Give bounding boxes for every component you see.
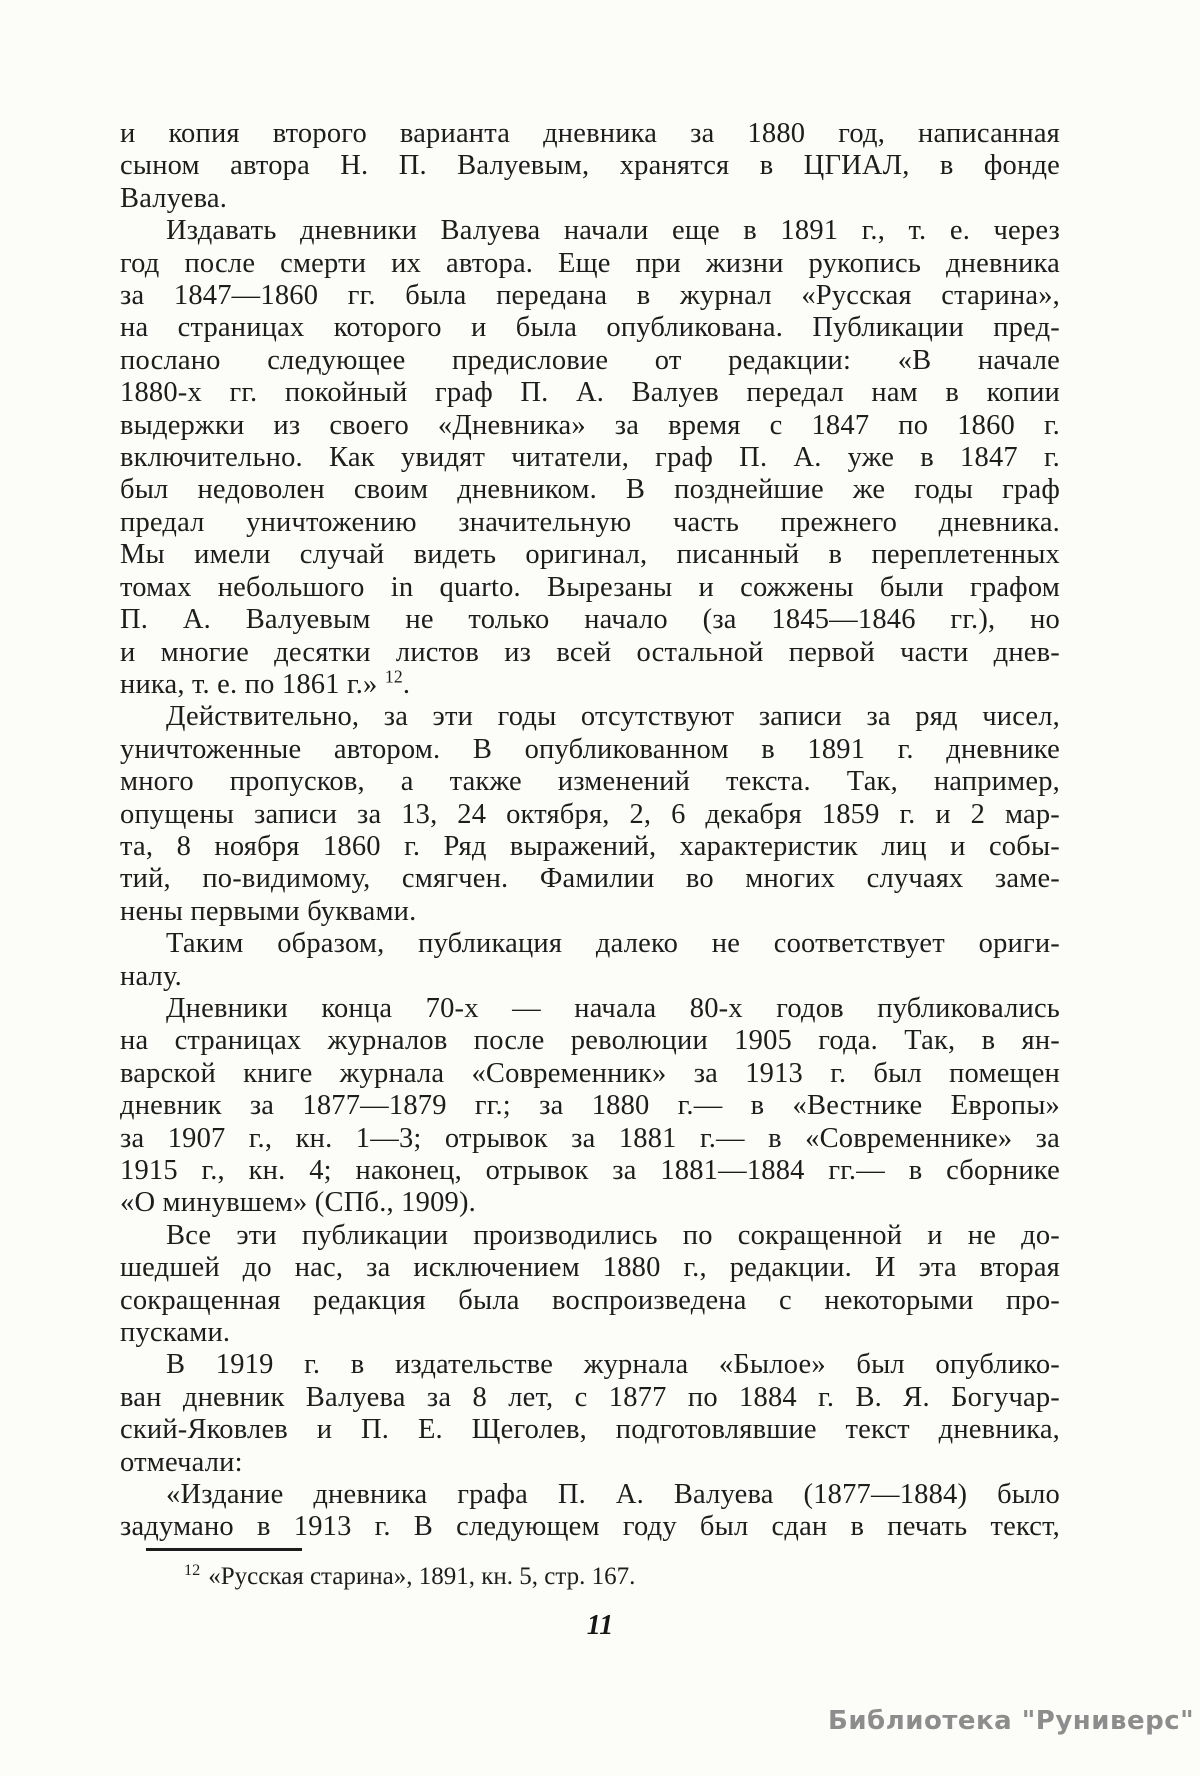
text-line: Валуева. [120, 182, 228, 214]
text-line: П. А. Валуевым не только начало (за 1845—1846 гг.), но [120, 604, 1060, 636]
text-line: предал уничтожению значительную часть прежнего дневника. [120, 506, 1060, 538]
text-line: задумано в 1913 г. В следующем году был сдан в печать текст, [120, 1511, 1060, 1543]
footnote [120, 1562, 1060, 1592]
text-line: 1880-х гг. покойный граф П. А. Валуев передал нам в копии [120, 377, 1060, 409]
text-line: много пропусков, а также изменений текста. Так, например, [120, 766, 1060, 798]
text-line: ский-Яковлев и П. Е. Щеголев, подготовлявшие текст дневника, [120, 1414, 1060, 1446]
text-line: ника, т. е. по 1861 г.» $^{12}$. [120, 666, 411, 700]
text-line: на страницах которого и была опубликована. Публикации пред- [120, 312, 1060, 344]
text-line: послано следующее предисловие от редакции: «В начале [120, 344, 1060, 376]
text-line: Таким образом, публикация далеко не соответствует ориги- [166, 928, 1060, 960]
text-line: за 1907 г., кн. 1—3; отрывок за 1881 г.— в «Современнике» за [120, 1122, 1060, 1154]
text-line: год после смерти их автора. Еще при жизни рукопись дневника [120, 247, 1060, 279]
text-line: опущены записи за 13, 24 октября, 2, 6 декабря 1859 г. и 2 мар- [120, 798, 1060, 830]
text-line: налу. [120, 960, 182, 992]
footnote-ref: 12 [384, 666, 403, 687]
text-line: та, 8 ноября 1860 г. Ряд выражений, характеристик лиц и собы- [120, 830, 1060, 862]
footnote-text: «Русская старина», 1891, кн. 5, стр. 167. [208, 1563, 636, 1590]
page-number: 11 [586, 1610, 614, 1641]
text-line: сыном автора Н. П. Валуевым, хранятся в ЦГИАЛ, в фонде [120, 150, 1060, 182]
text-line: Действительно, за эти годы отсутствуют записи за ряд чисел, [166, 701, 1060, 733]
text-line: томах небольшого in quarto. Вырезаны и сожжены были графом [120, 571, 1060, 603]
text-line: варской книге журнала «Современник» за 1913 г. был помещен [120, 1057, 1060, 1089]
text-line: и копия второго варианта дневника за 1880 год, написанная [120, 118, 1060, 149]
footnote-marker: 12 [184, 1560, 201, 1579]
text-line: выдержки из своего «Дневника» за время с 1847 по 1860 г. [120, 409, 1060, 441]
text-line: «О минувшем» (СПб., 1909). [120, 1187, 476, 1219]
text-line: В 1919 г. в издательстве журнала «Былое» был опублико- [166, 1349, 1060, 1381]
text-line: за 1847—1860 гг. была передана в журнал «Русская старина», [120, 280, 1060, 312]
footnote-separator [146, 1548, 302, 1551]
text-line: «Издание дневника графа П. А. Валуева (1877—1884) было [166, 1479, 1060, 1511]
text-line: Мы имели случай видеть оригинал, писанный в переплетенных [120, 539, 1060, 571]
text-line: отмечали: [120, 1446, 243, 1478]
text-line: сокращенная редакция была воспроизведена с некоторыми про- [120, 1284, 1060, 1316]
text-line: Издавать дневники Валуева начали еще в 1891 г., т. е. через [166, 215, 1060, 247]
text-line: и многие десятки листов из всей остальной первой части днев- [120, 636, 1060, 668]
text-line: ван дневник Валуева за 8 лет, с 1877 по 1884 г. В. Я. Богучар- [120, 1381, 1060, 1413]
page-text-block [120, 118, 1060, 1544]
text-line: Дневники конца 70-х — начала 80-х годов публиковались [166, 992, 1060, 1024]
text-line: уничтоженные автором. В опубликованном в 1891 г. дневнике [120, 733, 1060, 765]
text-line: включительно. Как увидят читатели, граф П. А. уже в 1847 г. [120, 442, 1060, 474]
text-line: был недоволен своим дневником. В позднейшие же годы граф [120, 474, 1060, 506]
text-line: пусками. [120, 1317, 231, 1349]
text-line: нены первыми буквами. [120, 895, 417, 927]
text-line: на страницах журналов после революции 1905 года. Так, в ян- [120, 1025, 1060, 1057]
text-line: Все эти публикации производились по сокращенной и не до- [166, 1219, 1060, 1251]
text-line: 1915 г., кн. 4; наконец, отрывок за 1881—1884 гг.— в сборнике [120, 1155, 1060, 1186]
text-line: шедшей до нас, за исключением 1880 г., редакции. И эта вторая [120, 1252, 1060, 1284]
text-line: тий, по-видимому, смягчен. Фамилии во многих случаях заме- [120, 863, 1060, 895]
watermark: Библиотека "Руниверс" [828, 1706, 1195, 1736]
text-line: дневник за 1877—1879 гг.; за 1880 г.— в «Вестнике Европы» [120, 1090, 1060, 1122]
